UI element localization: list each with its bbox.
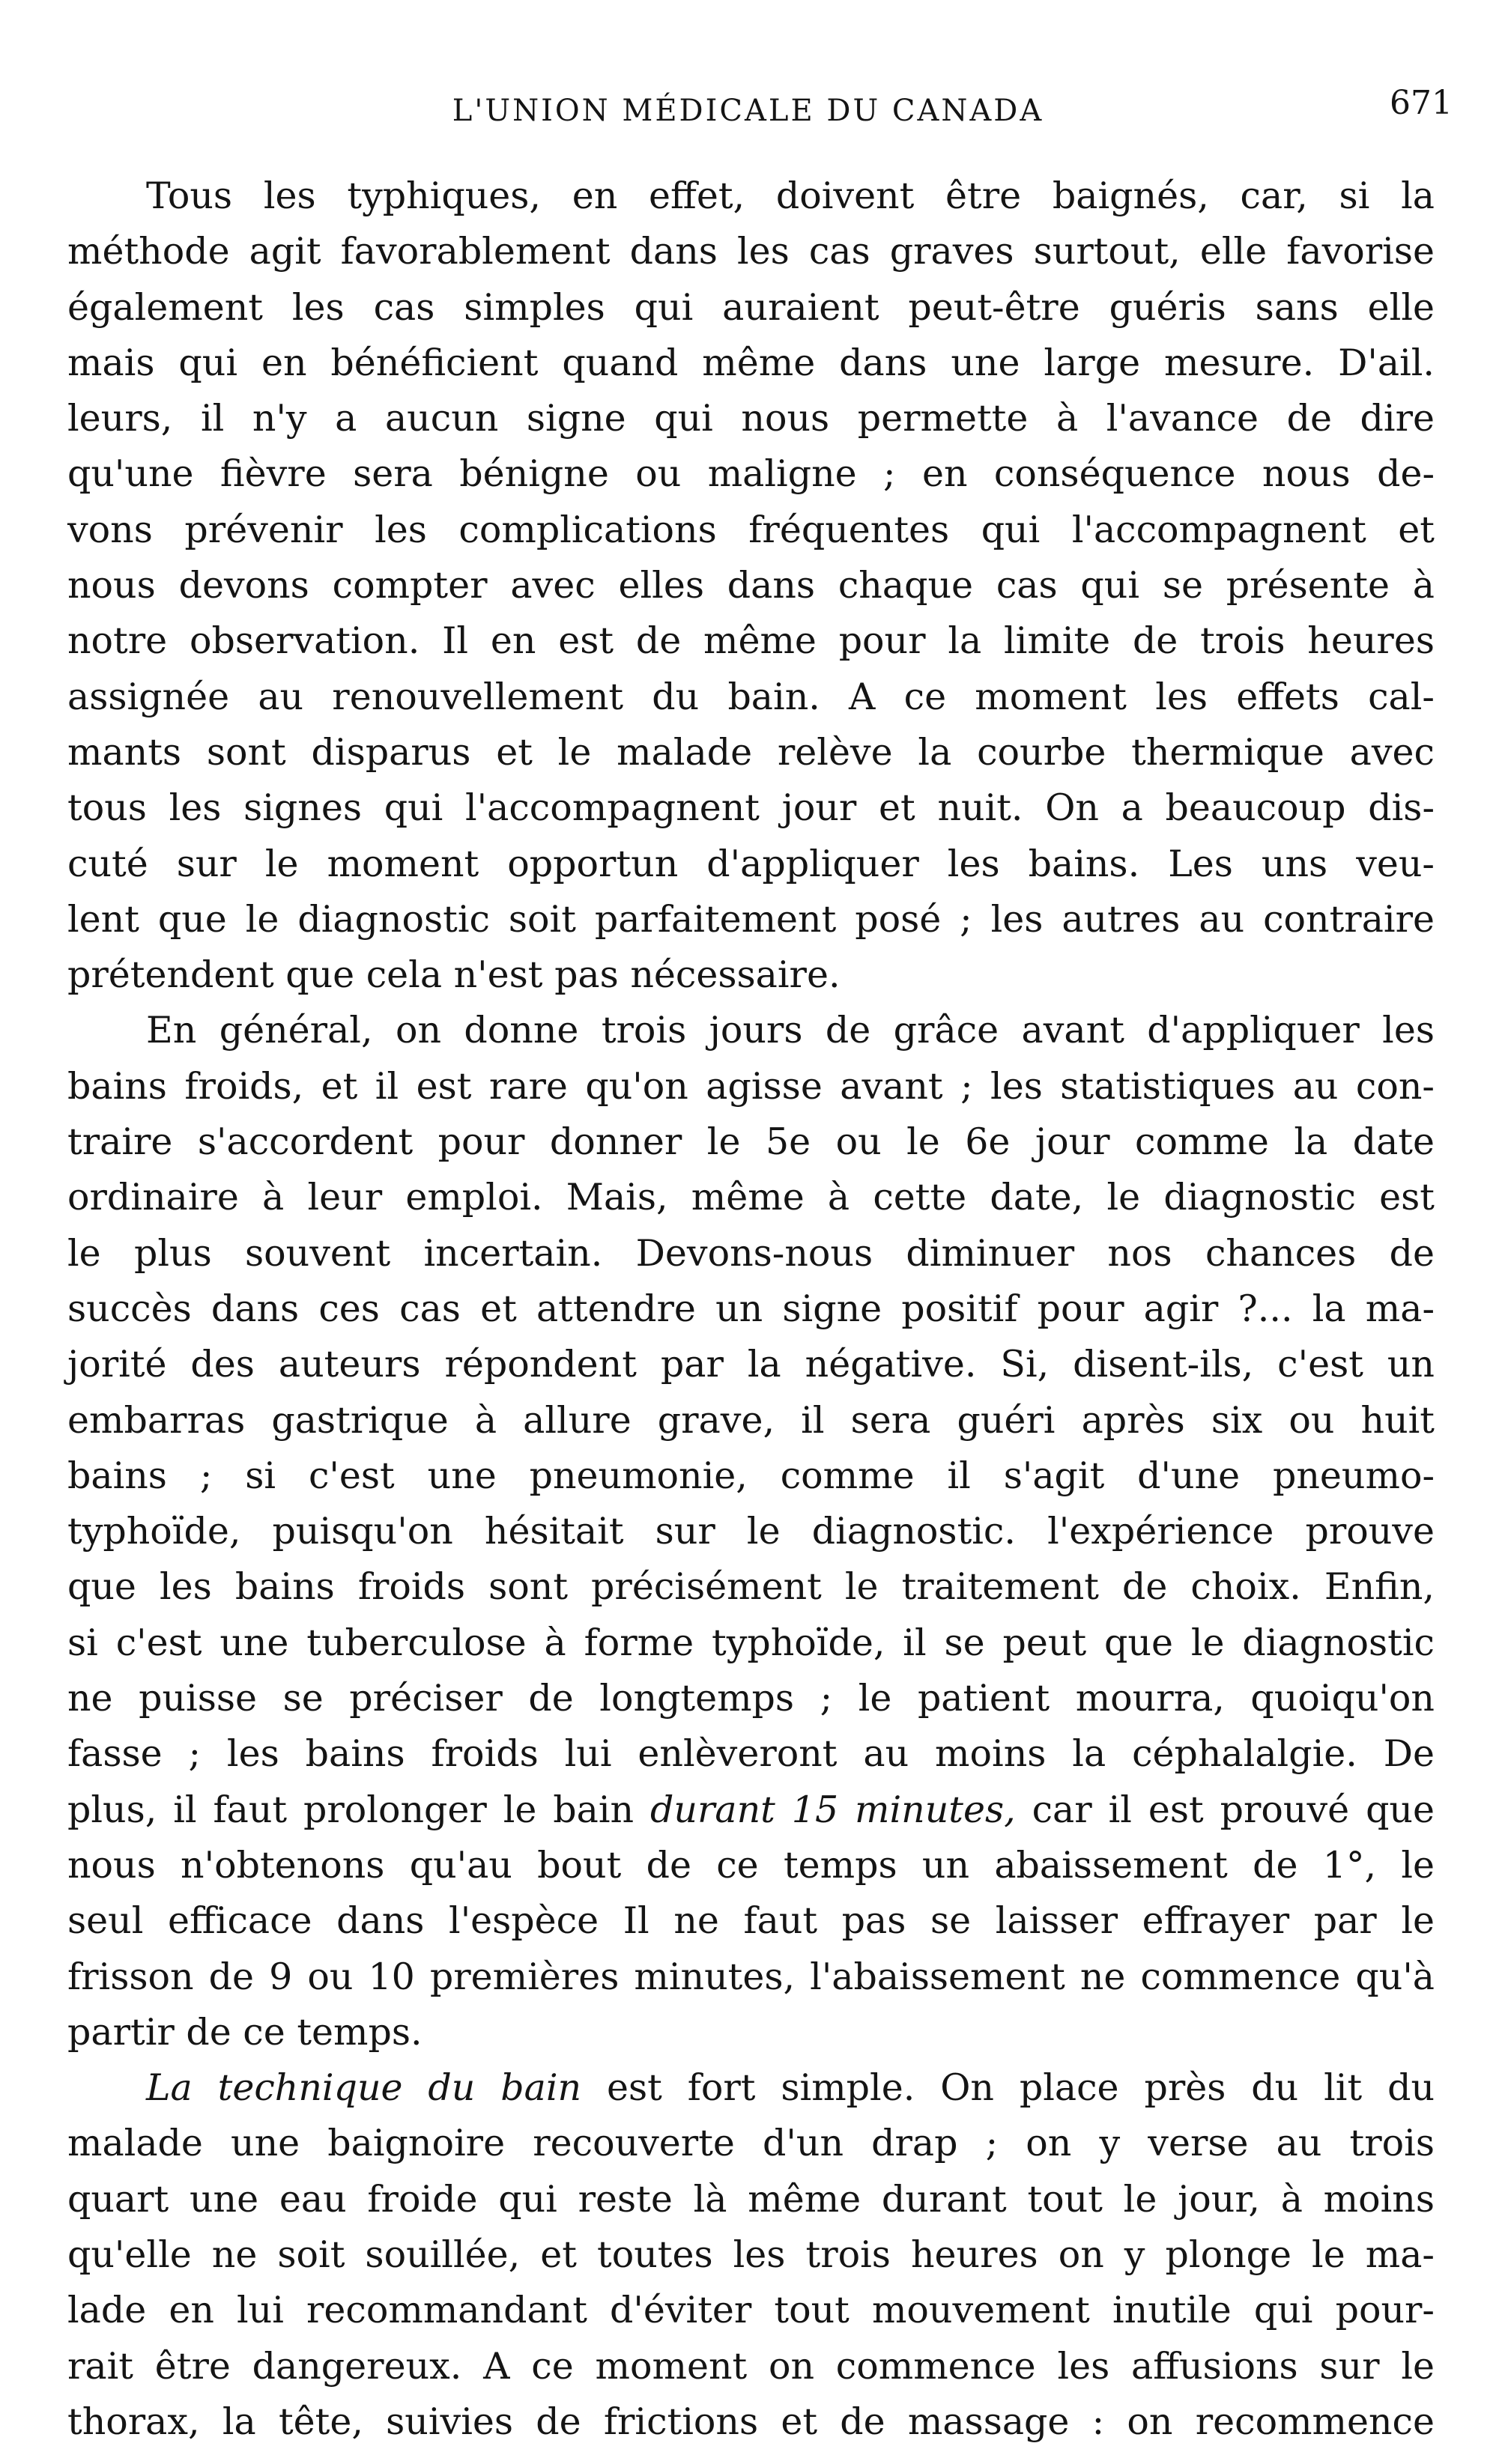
text-line: lent que le diagnostic soit parfaitement posé ; les autres au contraire <box>67 897 1435 941</box>
text-line: succès dans ces cas et attendre un signe positif pour agir ?... la ma- <box>67 1287 1435 1330</box>
text-line: méthode agit favorablement dans les cas graves surtout, elle favorise <box>67 230 1435 273</box>
text-line: vons prévenir les complications fréquentes qui l'accompagnent et <box>67 508 1435 551</box>
body-text <box>67 169 1435 2450</box>
text-line: quart une eau froide qui reste là même durant tout le jour, à moins <box>67 2177 1435 2221</box>
text-line: Tous les typhiques, en effet, doivent être baignés, car, si la <box>146 175 1435 217</box>
text-line: si c'est une tuberculose à forme typhoïde, il se peut que le diagnostic <box>67 1621 1435 1664</box>
text-run: car il est prouvé que <box>1015 1788 1435 1831</box>
text-line: seul efficace dans l'espèce Il ne faut pas se laisser effrayer par le <box>67 1899 1435 1943</box>
paragraph-2 <box>67 1003 1435 2060</box>
text-line: qu'elle ne soit souillée, et toutes les trois heures on y plonge le ma- <box>67 2233 1435 2276</box>
text-line: En général, on donne trois jours de grâce avant d'appliquer les <box>146 1009 1435 1052</box>
page-number: 671 <box>1390 84 1453 122</box>
text-line: prétendent que cela n'est pas nécessaire. <box>67 953 841 997</box>
text-line: leurs, il n'y a aucun signe qui nous permette à l'avance de dire <box>67 397 1435 440</box>
text-line: traire s'accordent pour donner le 5e ou le 6e jour comme la date <box>67 1120 1435 1164</box>
running-head <box>0 84 1496 133</box>
text-line: cuté sur le moment opportun d'appliquer les bains. Les uns veu- <box>67 842 1435 885</box>
text-line: nous devons compter avec elles dans chaque cas qui se présente à <box>67 564 1435 607</box>
text-line: lade en lui recommandant d'éviter tout mouvement inutile qui pour- <box>67 2289 1435 2332</box>
text-line: thorax, la tête, suivies de frictions et de massage : on recommence <box>67 2400 1435 2443</box>
text-line: le plus souvent incertain. Devons-nous diminuer nos chances de <box>67 1231 1435 1275</box>
text-line: qu'une fièvre sera bénigne ou maligne ; en conséquence nous de- <box>67 452 1435 496</box>
text-line: nous n'obtenons qu'au bout de ce temps un abaissement de 1°, le <box>67 1843 1435 1887</box>
text-line: que les bains froids sont précisément le traitement de choix. Enfin, <box>67 1565 1435 1609</box>
text-line: partir de ce temps. <box>67 2010 423 2054</box>
text-line: mais qui en bénéficient quand même dans une large mesure. D'ail. <box>67 341 1435 384</box>
paragraph-3 <box>67 2060 1435 2450</box>
text-line: ordinaire à leur emploi. Mais, même à cette date, le diagnostic est <box>67 1176 1435 1219</box>
text-line: rait être dangereux. A ce moment on commence les affusions sur le <box>67 2344 1435 2388</box>
italic-heading: La technique du bain <box>146 2066 582 2110</box>
text-run: est fort simple. On place près du lit du <box>581 2066 1435 2110</box>
italic-phrase: durant 15 minutes, <box>650 1788 1016 1831</box>
text-line: fasse ; les bains froids lui enlèveront au moins la céphalalgie. De <box>67 1732 1435 1776</box>
text-line: frisson de 9 ou 10 premières minutes, l'abaissement ne commence qu'à <box>67 1955 1435 1998</box>
text-line: bains ; si c'est une pneumonie, comme il s'agit d'une pneumo- <box>67 1454 1435 1497</box>
text-line: embarras gastrique à allure grave, il sera guéri après six ou huit <box>67 1398 1435 1442</box>
text-line: tous les signes qui l'accompagnent jour et nuit. On a beaucoup dis- <box>67 786 1435 830</box>
text-line-with-italic <box>67 1782 1435 1838</box>
paragraph-1 <box>67 169 1435 1003</box>
text-run: plus, il faut prolonger le bain <box>67 1788 651 1831</box>
text-line: également les cas simples qui auraient peut-être guéris sans elle <box>67 285 1435 329</box>
text-line: typhoïde, puisqu'on hésitait sur le diagnostic. l'expérience prouve <box>67 1510 1435 1553</box>
text-line: mants sont disparus et le malade relève la courbe thermique avec <box>67 730 1435 774</box>
text-line: malade une baignoire recouverte d'un drap ; on y verse au trois <box>67 2122 1435 2165</box>
text-line-with-italic <box>67 2060 1435 2116</box>
text-line: ne puisse se préciser de longtemps ; le patient mourra, quoiqu'on <box>67 1677 1435 1720</box>
text-line: jorité des auteurs répondent par la négative. Si, disent-ils, c'est un <box>67 1343 1435 1386</box>
text-line: notre observation. Il en est de même pour la limite de trois heures <box>67 619 1435 663</box>
journal-title: L'UNION MÉDICALE DU CANADA <box>452 94 1044 128</box>
text-line: assignée au renouvellement du bain. A ce moment les effets cal- <box>67 675 1435 718</box>
text-line: bains froids, et il est rare qu'on agisse avant ; les statistiques au con- <box>67 1064 1435 1108</box>
